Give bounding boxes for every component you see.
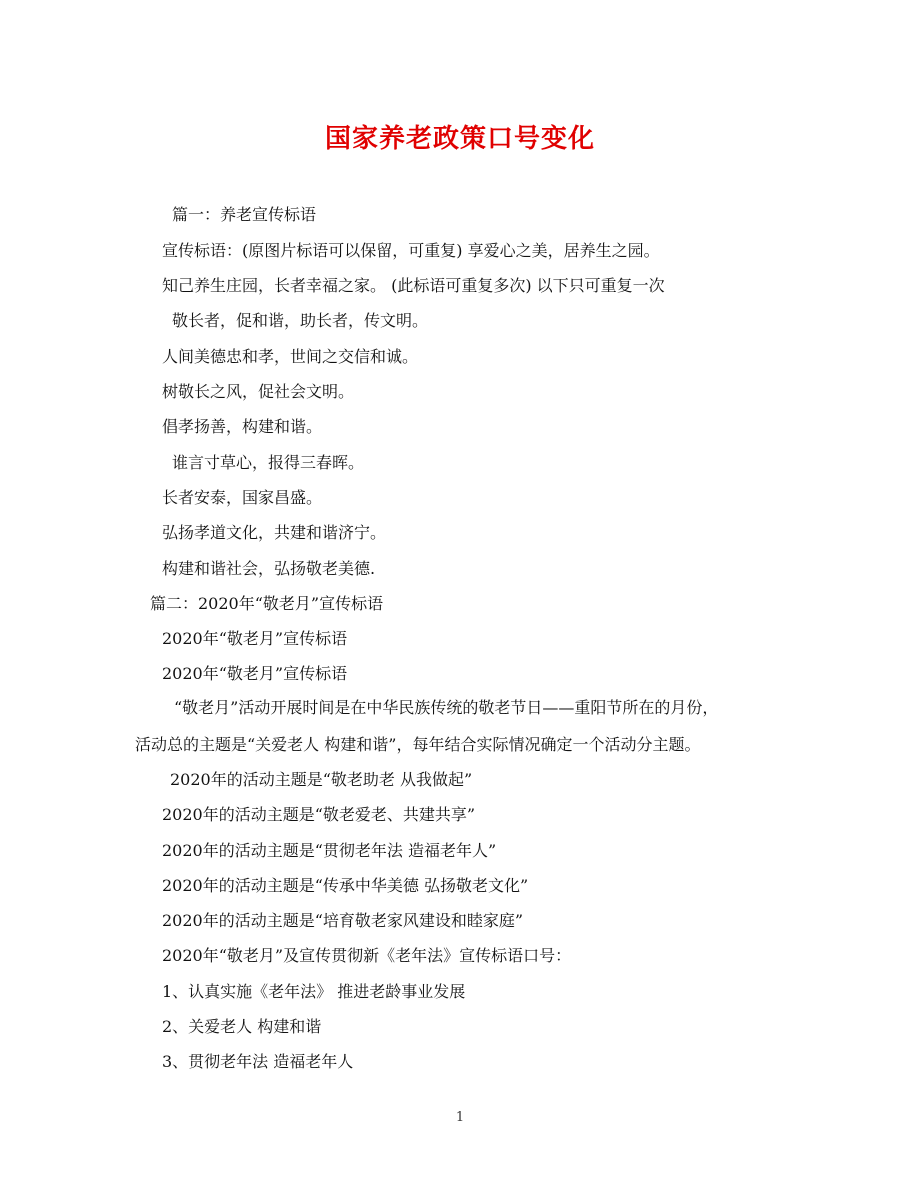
text-line: 敬长者，促和谐，助长者，传文明。 [172, 311, 429, 330]
theme-line: 2020年的活动主题是“敬老助老 从我做起” [170, 770, 473, 789]
list-item: 3、贯彻老年法 造福老年人 [162, 1052, 354, 1071]
section-heading: 篇二：2020年“敬老月”宣传标语 [150, 594, 384, 613]
text-line: 人间美德忠和孝，世间之交信和诚。 [162, 347, 419, 366]
text-line: 知己养生庄园，长者幸福之家。 (此标语可重复多次) 以下只可重复一次 [162, 276, 665, 295]
theme-line: 2020年的活动主题是“培育敬老家风建设和睦家庭” [162, 911, 524, 930]
theme-line: 2020年的活动主题是“贯彻老年法 造福老年人” [162, 841, 497, 860]
paragraph-line: 活动总的主题是“关爱老人 构建和谐”，每年结合实际情况确定一个活动分主题。 [135, 735, 701, 754]
document-title: 国家养老政策口号变化 [324, 124, 595, 154]
text-line: 构建和谐社会，弘扬敬老美德. [162, 559, 376, 578]
text-line: 2020年“敬老月”宣传标语 [162, 664, 348, 683]
text-line: 弘扬孝道文化，共建和谐济宁。 [162, 523, 387, 542]
text-line: 宣传标语：(原图片标语可以保留，可重复) 享爱心之美，居养生之园。 [162, 241, 660, 260]
theme-line: 2020年的活动主题是“敬老爱老、共建共享” [162, 805, 476, 824]
theme-line: 2020年的活动主题是“传承中华美德 弘扬敬老文化” [162, 876, 529, 895]
text-line: 谁言寸草心，报得三春晖。 [172, 453, 365, 472]
paragraph-line: “敬老月”活动开展时间是在中华民族传统的敬老节日——重阳节所在的月份， [174, 698, 719, 717]
list-item: 1、认真实施《老年法》 推进老龄事业发展 [162, 982, 466, 1001]
text-line: 树敬长之风，促社会文明。 [162, 382, 355, 401]
text-line: 2020年“敬老月”宣传标语 [162, 629, 348, 648]
text-line: 篇一：养老宣传标语 [172, 205, 317, 224]
text-line: 2020年“敬老月”及宣传贯彻新《老年法》宣传标语口号： [162, 946, 572, 965]
text-line: 长者安泰，国家昌盛。 [162, 488, 323, 507]
page-number: 1 [455, 1110, 465, 1125]
text-line: 倡孝扬善，构建和谐。 [162, 417, 323, 436]
list-item: 2、关爱老人 构建和谐 [162, 1017, 322, 1036]
